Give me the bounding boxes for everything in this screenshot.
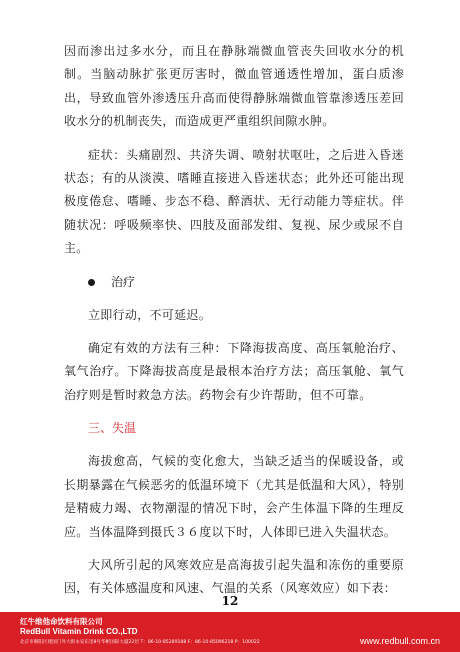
document-body — [64, 40, 404, 601]
company-name-cn: 红牛维他命饮料有限公司 — [20, 617, 103, 626]
website-link[interactable]: www.redbull.com.cn — [359, 636, 440, 646]
page-number: 12 — [221, 594, 239, 608]
treatment-heading-label: 治疗 — [111, 274, 136, 289]
symptoms-paragraph: 症状：头痛剧烈、共济失调、喷射状呕吐，之后进入昏迷状态；有的从淡漠、嗜睡直接进入昏迷状态；此外还可能出现极度倦怠、嗜睡、步态不稳、醉酒状、无行动能力等症状。伴随状况：呼吸频率快、四肢及面部发绀、复视、尿少或尿不自主。 — [64, 147, 404, 256]
section-title: 三、失温 — [88, 421, 137, 436]
paragraph: 立即行动，不可延迟。 — [88, 307, 212, 322]
contact-info: 北京市朝阳区建国门外大街永安东里8号华彬国际大厦22层 T：86-10-85289188 F：86-10-85096218 P：100022 — [20, 640, 260, 645]
company-name-en: RedBull Vitamin Drink CO.,LTD — [20, 627, 138, 636]
wind-chill-paragraph: 大风所引起的风寒效应是高海拔引起失温和冻伤的重要原因，有关体感温度和风速、气温的关系（风寒效应）如下表： — [64, 557, 404, 596]
treatment-heading — [88, 271, 404, 294]
treatment-methods-paragraph: 确定有效的方法有三种：下降海拔高度、高压氧舱治疗、氧气治疗。下降海拔高度是最根本治疗方法；高压氧舱、氧气治疗则是暂时救急方法。药物会有少许帮助，但不可靠。 — [64, 341, 404, 402]
bullet-icon — [88, 279, 95, 286]
paragraph: 因而渗出过多水分，而且在静脉端微血管丧失回收水分的机制。当脑动脉扩张更厉害时，微血管通透性增加，蛋白质渗出，导致血管外渗透压升高而使得静脉端微血管靠渗透压差回收水分的机制丧失，而造成更严重组织间隙水肿。 — [64, 44, 404, 129]
footer-bar — [0, 612, 460, 652]
hypothermia-paragraph: 海拔愈高，气候的变化愈大，当缺乏适当的保暖设备，或长期暴露在气候恶劣的低温环境下（尤其是低温和大风），特别是精疲力竭、衣物潮湿的情况下时，会产生体温下降的生理反应。当体温降到摄氏３６度以下时，人体即已进入失温状态。 — [64, 454, 404, 539]
